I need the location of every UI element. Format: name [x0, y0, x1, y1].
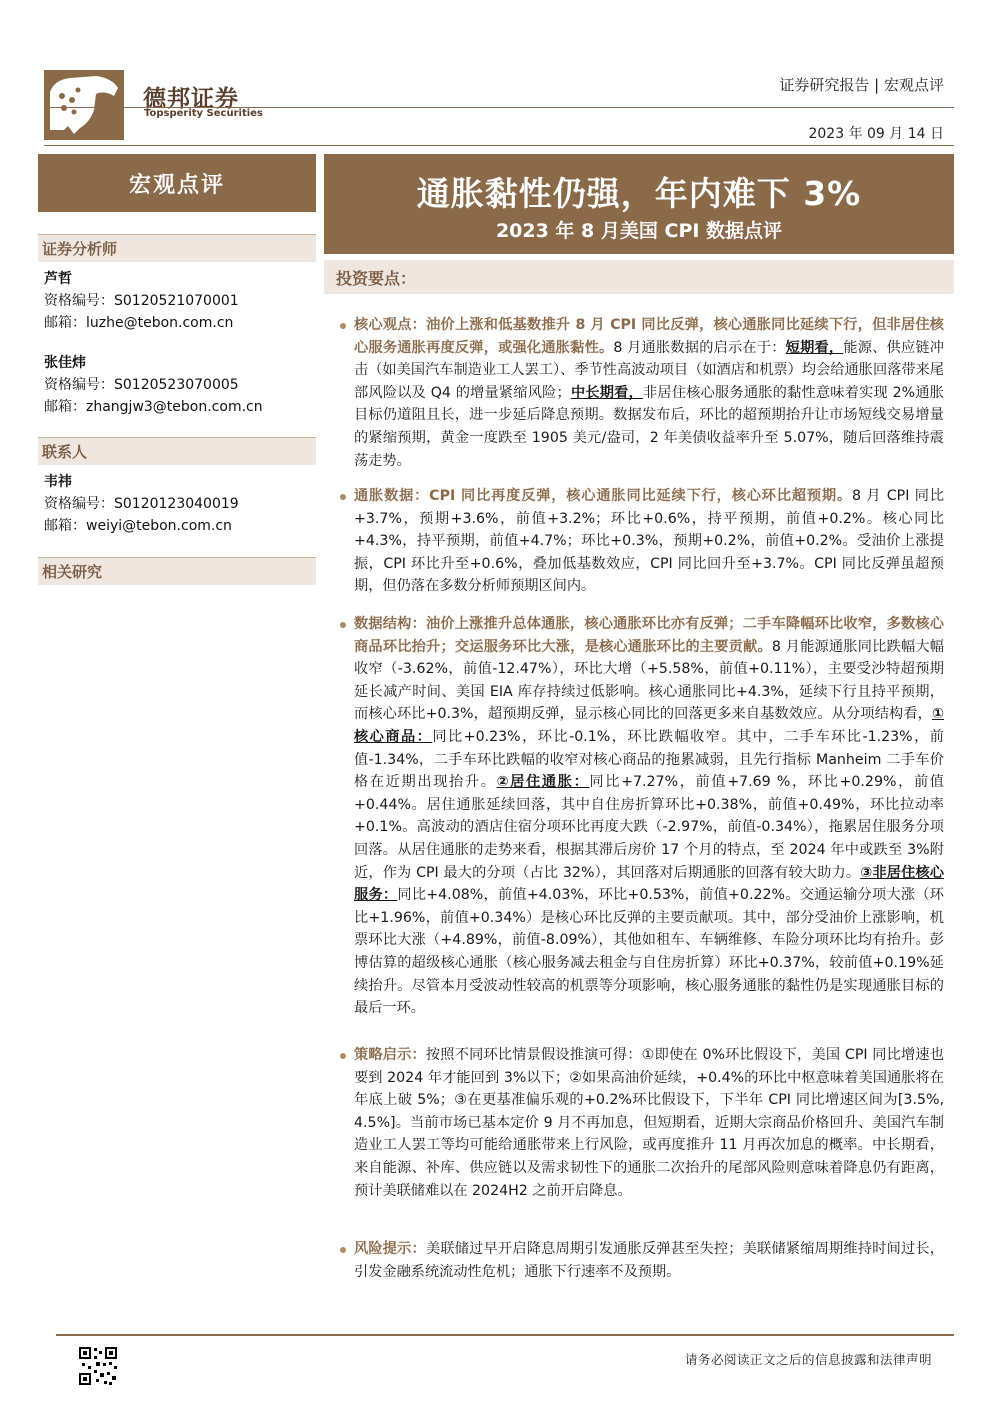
analyst-heading: 证券分析师 — [38, 234, 316, 262]
paragraph-lead: 核心观点：油价上涨和低基数推升 8 月 CPI 同比反弹，核心通胀同比延续下行，但非居住核心服务通胀再度反弹，或强化通胀黏性。 — [354, 317, 944, 356]
contact-name: 韦祎 — [44, 474, 72, 490]
paragraph-lead: 数据结构：油价上涨推升总体通胀，核心通胀环比亦有反弹；二手车降幅环比收窄，多数核心商品环比抬升；交运服务环比大涨，是核心通胀环比的主要贡献。 — [354, 616, 944, 655]
emphasis-text: 短期看， — [785, 339, 844, 356]
bullet-icon — [340, 622, 346, 628]
bullet-icon — [340, 1247, 346, 1253]
emphasis-text: 中长期看， — [570, 384, 643, 401]
category-banner: 宏观点评 — [38, 154, 316, 212]
company-logo — [44, 70, 124, 140]
brand-name-cn: 德邦证券 — [143, 86, 239, 112]
brand-name-en: Topsperity Securities — [144, 108, 263, 119]
paragraph-core-view — [354, 314, 944, 472]
paragraph-lead: 风险提示： — [354, 1241, 426, 1257]
disclaimer-text: 请务必阅读正文之后的信息披露和法律声明 — [684, 1352, 932, 1367]
main-title: 通胀黏性仍强，年内难下 3% — [416, 174, 862, 213]
analyst-license: 资格编号：S0120521070001 — [44, 293, 239, 309]
emphasis-text: ①核心商品： — [354, 706, 944, 745]
paragraph-text: 按照不同环比情景假设推演可得：①即使在 0%环比假设下，美国 CPI 同比增速也要到 2024 年才能回到 3%以下；②如果高油价延续，+0.4%的环比中枢意味着美国通胀将在年底上破 5%；③在更基准偏乐观的+0.2%环比假设下，下半年 CPI 同比增速区间为[3.5%, 4.5%]。当前市场已基本定价 9 月不再加息，但短期看，近期大宗商品价格回升、美国汽车制造业工人罢工等均可能给通胀带来上行风险，或再度推升 11 月再次加息的概率。中长期看，来自能源、补库、供应链以及需求韧性下的通胀二次抬升的尾部风险则意味着降息仍有距离，预计美联储难以在 2024H2 之前开启降息。 — [354, 1047, 944, 1199]
bullet-icon — [340, 323, 346, 329]
key-points-heading: 投资要点： — [324, 260, 954, 294]
paragraph-text: 8 月能源通胀同比跌幅大幅收窄（-3.62%，前值-12.47%），环比大增（+5.58%，前值+0.11%），主要受沙特超预期延长减产时间、美国 EIA 库存持续过低影响。核心通胀同比+4.3%，延续下行且持平预期，而核心环比+0.3%，超预期反弹，显示核心同比的回落更多来自基数效应。从分项结构看， — [354, 638, 944, 723]
paragraph-text: 能源、供应链冲击（如美国汽车制造业工人罢工）、季节性高波动项目（如酒店和机票）均会给通胀回落带来尾部风险以及 Q4 的增量紧缩风险； — [354, 339, 944, 401]
paragraph-inflation-data — [354, 485, 944, 598]
paragraph-lead: 通胀数据：CPI 同比再度反弹，核心通胀同比延续下行，核心环比超预期。 — [354, 488, 852, 504]
title-banner — [324, 154, 954, 254]
emphasis-text: ③非居住核心服务： — [354, 864, 944, 904]
header-divider-2 — [44, 145, 954, 146]
analyst-email: 邮箱：zhangjw3@tebon.com.cn — [44, 399, 263, 415]
paragraph-text: 同比+7.27%，前值+7.69 %，环比+0.29%，前值+0.44%。居住通胀延续回落，其中自住房折算环比+0.38%，前值+0.49%，环比拉动率+0.1%。高波动的酒店住宿分项环比再度大跌（-2.97%，前值-0.34%），拖累居住服务分项回落。从居住通胀的走势来看，根据其滞后房价 17 个月的特点，至 2024 年中或跌至 3%附近，作为 CPI 最大的分项（占比 32%），其回落对后期通胀的回落有较大助力。 — [354, 774, 944, 881]
paragraph-text: 同比+0.23%，环比-0.1%，环比跌幅收窄。其中，二手车环比-1.23%，前值-1.34%，二手车环比跌幅的收窄对核心商品的拖累减弱，且先行指标 Manheim 二手车价格在近期出现抬升。 — [354, 728, 944, 791]
related-research-heading: 相关研究 — [38, 557, 316, 585]
analyst-name: 张佳炜 — [44, 355, 86, 371]
qr-code-icon — [78, 1346, 118, 1386]
paragraph-lead: 策略启示： — [354, 1047, 426, 1063]
contact-license: 资格编号：S0120123040019 — [44, 496, 239, 512]
bullet-icon — [340, 494, 346, 500]
header-divider — [44, 107, 954, 108]
paragraph-text: 同比+4.08%，前值+4.03%，环比+0.53%，前值+0.22%。交通运输分项大涨（环比+1.96%，前值+0.34%）是核心环比反弹的主要贡献项。其中，部分受油价上涨影响，机票环比大涨（+4.89%，前值-8.09%），其他如租车、车辆维修、车险分项环比均有抬升。彭博估算的超级核心通胀（核心服务减去租金与自住房折算）环比+0.37%，较前值+0.19%延续抬升。尽管本月受波动性较高的机票等分项影响，核心服务通胀的黏性仍是实现通胀目标的最后一环。 — [354, 887, 944, 1017]
analyst-name: 芦哲 — [44, 271, 72, 287]
paragraph-text: 8 月 CPI 同比+3.7%，预期+3.6%，前值+3.2%；环比+0.6%，持平预期，前值+0.2%。核心同比+4.3%，持平预期，前值+4.7%；环比+0.3%，预期+0.2%，前值+0.2%。受油价上涨提振，CPI 环比升至+0.6%，叠加低基数效应，CPI 同比回升至+3.7%。CPI 同比反弹虽超预期，但仍落在多数分析师预期区间内。 — [354, 488, 945, 595]
paragraph-text: 非居住核心服务通胀的黏性意味着实现 2%通胀目标仍道阻且长，进一步延后降息预期。数据发布后，环比的超预期抬升让市场短线交易增量的紧缩预期，黄金一度跌至 1905 美元/盎司，2 年美债收益率升至 5.07%，随后回落维持震荡走势。 — [354, 384, 944, 469]
report-type: 证券研究报告 | 宏观点评 — [779, 76, 944, 94]
report-date: 2023 年 09 月 14 日 — [808, 126, 944, 142]
paragraph-text: 8 月通胀数据的启示在于： — [613, 339, 786, 356]
analyst-license: 资格编号：S0120523070005 — [44, 377, 239, 393]
paragraph-text: 美联储过早开启降息周期引发通胀反弹甚至失控；美联储紧缩周期维持时间过长，引发金融系统流动性危机；通胀下行速率不及预期。 — [354, 1241, 944, 1280]
paragraph-data-structure — [354, 613, 944, 1020]
analyst-email: 邮箱：luzhe@tebon.com.cn — [44, 315, 234, 331]
contact-heading: 联系人 — [38, 437, 316, 465]
paragraph-strategy — [354, 1044, 944, 1202]
paragraph-risk — [354, 1238, 944, 1283]
emphasis-text: ②居住通胀： — [496, 774, 590, 791]
contact-email: 邮箱：weiyi@tebon.com.cn — [44, 518, 232, 534]
footer-divider — [56, 1334, 954, 1336]
sub-title: 2023 年 8 月美国 CPI 数据点评 — [495, 220, 783, 242]
bullet-icon — [340, 1053, 346, 1059]
